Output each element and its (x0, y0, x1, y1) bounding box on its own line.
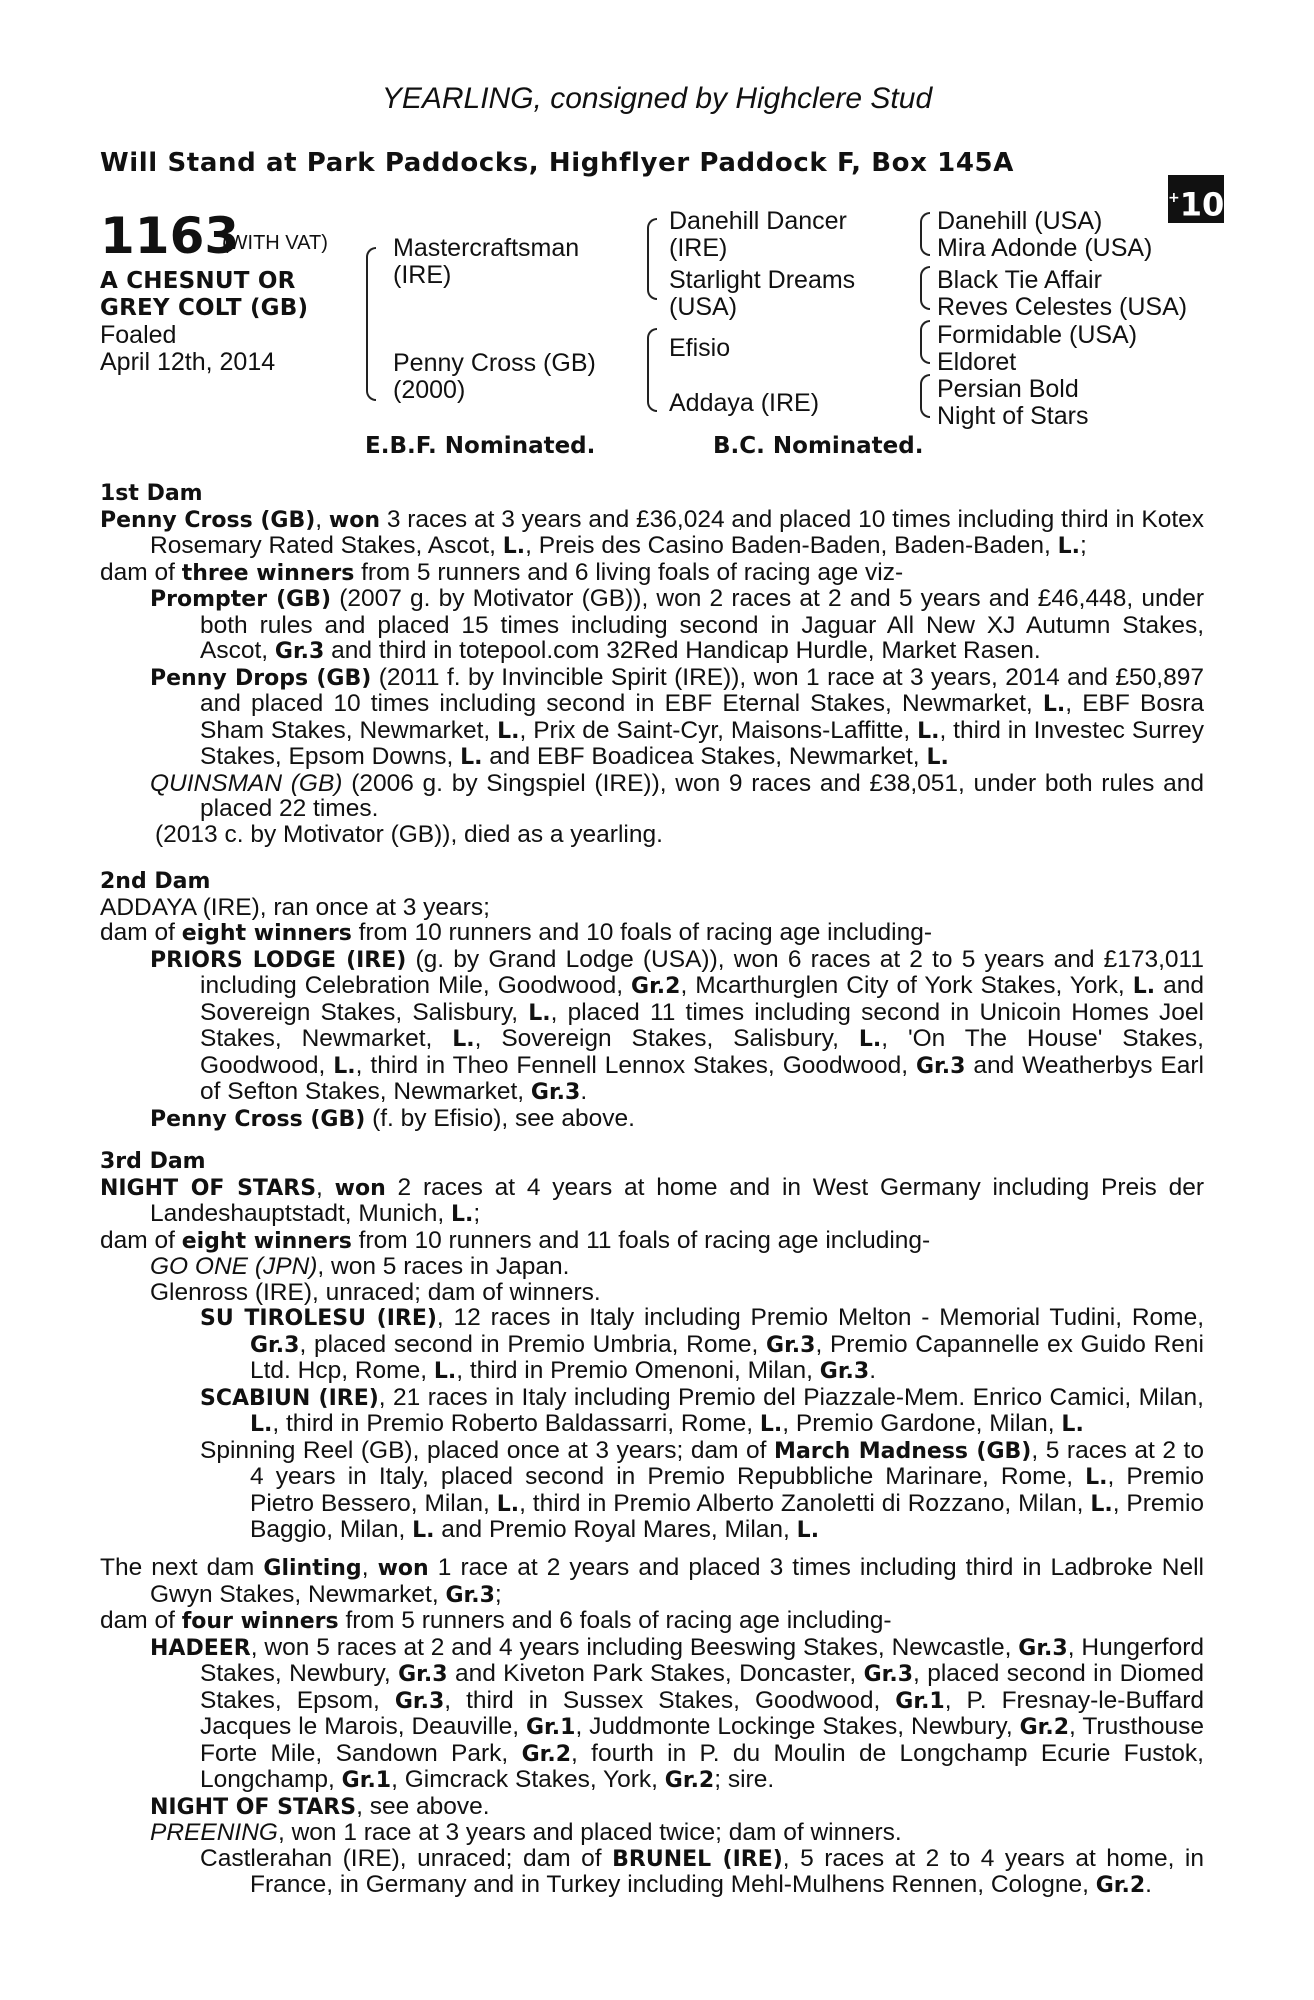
third-dam-record: 2 races at 4 years at home and in West Germany including Preis der Landeshauptstadt, Munich, (150, 1173, 1204, 1227)
ggs-brace-2 (920, 266, 930, 310)
grade-label: L. (917, 718, 940, 744)
first-dam-produce-post: from 5 runners and 6 living foals of racing age viz- (361, 558, 904, 586)
stand-location: Will Stand at Park Paddocks, Highflyer Paddock F, Box 145A (100, 148, 1014, 178)
produce-prompter-text-2: and third in totepool.com 32Red Handicap Hurdle, Market Rasen. (331, 637, 1041, 664)
grandproduce-brunel-text: , 5 races at 2 to 4 years at home, in France, in Germany and in Turkey including Mehl-Mulhens Rennen, Cologne, (250, 1844, 1204, 1898)
produce-priors-lodge-text-4: placed 11 times including second in Unicoin Homes Joel Stakes, Newmarket, (200, 998, 1205, 1052)
grandproduce-castlerahan: Castlerahan (IRE), unraced; dam of (200, 1844, 602, 1872)
grade-label: Gr.2 (664, 1768, 715, 1793)
grade-label: Gr.3 (394, 1688, 445, 1714)
produce-penny-drops-text-4: third in Investec Surrey Stakes, Epsom Downs, (200, 716, 1204, 770)
next-dam-record: 1 race at 2 years and placed 3 times including third in Ladbroke Nell Gwyn Stakes, Newmarket, (150, 1554, 1204, 1608)
grade-label: L. (1061, 1412, 1084, 1437)
foaled-label: Foaled (100, 321, 177, 349)
grandproduce-scabiun-text-2: , third in Premio Roberto Baldassarri, Rome, (272, 1410, 754, 1437)
grade-label: Gr.3 (819, 1359, 870, 1384)
produce-penny-cross: Penny Cross (GB) (150, 1106, 366, 1132)
grandproduce-march-madness-text-3: , third in Premio Alberto Zanoletti di Rozzano, Milan, (519, 1489, 1084, 1517)
grade-label: Gr.3 (250, 1332, 300, 1358)
grade-label: Gr.2 (1019, 1715, 1070, 1740)
grade-label: Gr.3 (445, 1582, 495, 1608)
foaled-date: April 12th, 2014 (100, 348, 276, 376)
sire-brace (647, 218, 657, 300)
third-dam-heading: 3rd Dam (100, 1149, 206, 1174)
grade-label: L. (796, 1518, 820, 1543)
grade-label: L. (528, 1000, 551, 1026)
third-dam-produce-count: eight winners (181, 1228, 352, 1254)
produce-hadeer: HADEER (150, 1635, 251, 1661)
great-grandparent-7: Persian Bold (937, 375, 1079, 403)
next-dam-produce-post: from 5 runners and 6 foals of racing age including- (345, 1607, 892, 1634)
page-caption: YEARLING, consigned by Highclere Stud (381, 82, 933, 115)
produce-preening: PREENING (150, 1819, 278, 1846)
produce-hadeer-text-7: , Juddmonte Lockinge Stakes, Newbury, (575, 1713, 1013, 1740)
produce-hadeer-text-6: , P. Fresnay-le-Buffard Jacques le Marois, Deauville, (200, 1686, 1205, 1740)
grandsire-1-origin: (IRE) (669, 234, 728, 262)
dam-brace (647, 328, 657, 412)
produce-quinsman: QUINSMAN (GB) (150, 769, 343, 797)
ggs-brace-1 (920, 212, 930, 256)
grade-label: L. (1090, 1491, 1113, 1517)
produce-penny-drops-text-2: EBF Bosra Sham Stakes, Newmarket, (200, 690, 1204, 744)
grade-label: L. (412, 1518, 435, 1543)
produce-hadeer-text: , won 5 races at 2 and 4 years including Beeswing Stakes, Newcastle, (250, 1633, 1012, 1661)
produce-hadeer-text-8: , Trusthouse Forte Mile, Sandown Park, (200, 1713, 1204, 1767)
grade-label: L. (1132, 974, 1156, 999)
grade-label: Gr.1 (341, 1768, 392, 1793)
produce-quinsman-text: (2006 g. by Singspiel (IRE)), won 9 races and £38,051, under both rules and placed 22 times. (200, 769, 1205, 822)
next-dam-name: Glinting (263, 1556, 362, 1581)
great-grandparent-6: Eldoret (937, 348, 1017, 376)
produce-2013-colt: (2013 c. by Motivator (GB)), died as a yearling. (155, 820, 663, 848)
grandproduce-su-tirolesu-text-3: , Premio Capannelle ex Guido Reni Ltd. Hcp, Rome, (250, 1330, 1205, 1384)
produce-hadeer-text-4: , placed second in Diomed Stakes, Epsom, (200, 1660, 1205, 1714)
grade-label: Gr.3 (530, 1080, 581, 1105)
grade-label: Gr.1 (895, 1688, 945, 1714)
grade-label: L. (926, 745, 949, 770)
lot-description-1: A CHESNUT OR (100, 268, 296, 294)
produce-penny-drops-text-3: Prix de Saint-Cyr, Maisons-Laffitte, (533, 716, 911, 744)
grade-label: Gr.3 (274, 639, 325, 664)
dam-name: Penny Cross (GB) (393, 349, 596, 377)
produce-priors-lodge-text-6: 'On The House' Stakes, Goodwood, (200, 1025, 1204, 1079)
great-grandparent-1: Danehill (USA) (937, 207, 1103, 235)
produce-go-one-text: , won 5 races in Japan. (317, 1253, 570, 1280)
produce-penny-drops-text-5: and EBF Boadicea Stakes, Newmarket, (489, 743, 920, 770)
third-dam-won: won (334, 1175, 386, 1201)
grandproduce-su-tirolesu-text-4: , third in Premio Omenoni, Milan, (456, 1357, 813, 1384)
grade-label: L. (858, 1027, 882, 1052)
produce-preening-text: , won 1 race at 3 years and placed twice; dam of winners. (277, 1819, 902, 1846)
first-dam-record: 3 races at 3 years and £36,024 and placed 10 times including third in Kotex Rosemary Rated Stakes, Ascot, (150, 505, 1204, 559)
grandproduce-su-tirolesu-text: , 12 races in Italy including Premio Melton - Memorial Tudini, Rome, (436, 1304, 1205, 1331)
produce-prompter: Prompter (GB) (150, 587, 332, 612)
grandproduce-su-tirolesu: SU TIROLESU (IRE) (200, 1306, 437, 1331)
third-dam-name: NIGHT OF STARS (100, 1175, 317, 1201)
produce-prompter-text: (2007 g. by Motivator (GB)), won 2 races at 2 and 5 years and £46,448, under both rules and placed 15 times including second in Jaguar All New XJ Autumn Stakes, Ascot, (200, 585, 1204, 664)
first-dam-record-2: Preis des Casino Baden-Baden, Baden-Baden, (538, 532, 1051, 559)
produce-hadeer-text-9: , fourth in P. du Moulin de Longchamp Ecurie Fustok, Longchamp, (200, 1739, 1204, 1793)
grandproduce-scabiun-text: , 21 races in Italy including Premio del Piazzale-Mem. Enrico Camici, Milan, (378, 1383, 1204, 1411)
produce-hadeer-text-2: Hungerford Stakes, Newbury, (200, 1633, 1204, 1687)
second-dam-record: ADDAYA (IRE), ran once at 3 years; (100, 893, 490, 921)
grade-label: Gr.3 (1018, 1635, 1068, 1661)
second-dam-section: 2nd Dam ADDAYA (IRE), ran once at 3 years; dam of eight winners from 10 runners and 10 foals of racing age including- PRIORS LODGE (IRE) (g. by Grand Lodge (USA)), won 6 races at 2 to 5 years and £173,011 including Celebration Mile, Goodwood, Gr.2, Mcarthurglen City of York Stakes, York, L. and Sovereign Stakes, Salisbury, L., placed 11 times including second in Unicoin Homes Joel Stakes, Newmarket, L., Sovereign Stakes, Salisbury, L., 'On The House' Stakes, Goodwood, L., third in Theo Fennell Lennox Stakes, Goodwood, Gr.3 and Weatherbys Earl of Sefton Stakes, Newmarket, Gr.3. Penny Cross (GB) (f. by Efisio), see above. (100, 869, 1205, 1132)
grade-label: Gr.2 (631, 974, 681, 999)
granddam-1-origin: (USA) (669, 293, 738, 321)
produce-hadeer-text-11: ; sire. (714, 1766, 775, 1793)
grade-label: L. (759, 1412, 783, 1437)
grandsire-2: Efisio (669, 334, 731, 362)
first-dam-produce-pre: dam of (100, 558, 175, 586)
first-dam-produce-count: three winners (181, 560, 355, 586)
granddam-1: Starlight Dreams (669, 266, 856, 294)
third-dam-produce-pre: dam of (100, 1226, 175, 1254)
produce-glenross: Glenross (IRE), unraced; dam of winners. (150, 1278, 601, 1306)
grandproduce-march-madness: March Madness (GB) (774, 1438, 1032, 1464)
grade-label: Gr.3 (766, 1332, 816, 1358)
grandproduce-march-madness-text-5: and Premio Royal Mares, Milan, (441, 1516, 790, 1543)
grade-label: L. (250, 1412, 273, 1437)
ggs-brace-4 (920, 374, 930, 418)
produce-penny-drops: Penny Drops (GB) (150, 665, 372, 691)
grade-label: Gr.3 (398, 1662, 448, 1687)
dam-year: (2000) (393, 376, 466, 404)
first-dam-section: 1st Dam Penny Cross (GB), won 3 races at 3 years and £36,024 and placed 10 times including third in Kotex Rosemary Rated Stakes, Ascot, L., Preis des Casino Baden-Baden, Baden-Baden, L.; dam of three winners from 5 runners and 6 living foals of racing age viz- Prompter (GB) (2007 g. by Motivator (GB)), won 2 races at 2 and 5 years and £46,448, under both rules and placed 15 times including second in Jaguar All New XJ Autumn Stakes, Ascot, Gr.3 and third in totepool.com 32Red Handicap Hurdle, Market Rasen. Penny Drops (GB) (2011 f. by Invincible Spirit (IRE)), won 1 race at 3 years, 2014 and £50,897 and placed 10 times including second in EBF Eternal Stakes, Newmarket, L., EBF Bosra Sham Stakes, Newmarket, L., Prix de Saint-Cyr, Maisons-Laffitte, L., third in Investec Surrey Stakes, Epsom Downs, L. and EBF Boadicea Stakes, Newmarket, L. QUINSMAN (GB) (2006 g. by Singspiel (IRE)), won 9 races and £38,051, under both rules and placed 22 times. (2013 c. by Motivator (GB)), died as a yearling. (100, 481, 1205, 848)
grandproduce-march-madness-text-4: , Premio Baggio, Milan, (250, 1489, 1205, 1543)
second-dam-heading: 2nd Dam (100, 869, 211, 894)
grandproduce-su-tirolesu-text-2: , placed second in Premio Umbria, Rome, (299, 1330, 759, 1358)
grade-label: L. (451, 1202, 474, 1227)
next-dam-won: won (377, 1556, 429, 1581)
grade-label: L. (452, 1027, 475, 1052)
grade-label: Gr.1 (526, 1715, 576, 1740)
badge-mark: + (1168, 190, 1180, 206)
lot-description-2: GREY COLT (GB) (100, 295, 309, 321)
next-dam-produce-pre: dam of (100, 1607, 175, 1634)
produce-priors-lodge-text-7: third in Theo Fennell Lennox Stakes, Goodwood, (370, 1051, 909, 1079)
grade-label: L. (433, 1359, 457, 1384)
grade-label: L. (1085, 1465, 1108, 1490)
grade-label: L. (460, 745, 483, 770)
produce-night-of-stars: NIGHT OF STARS (150, 1794, 357, 1820)
grade-label: L. (333, 1053, 356, 1079)
grade-label: Gr.3 (915, 1053, 966, 1079)
ggs-brace-3 (920, 320, 930, 364)
grade-label: L. (502, 534, 526, 559)
next-dam-produce-count: four winners (181, 1609, 339, 1634)
great-grandparent-8: Night of Stars (937, 402, 1089, 430)
sire-name: Mastercraftsman (393, 234, 580, 262)
first-dam-won: won (328, 507, 380, 533)
third-dam-section: 3rd Dam NIGHT OF STARS, won 2 races at 4 years at home and in West Germany including Preis der Landeshauptstadt, Munich, L.; dam of eight winners from 10 runners and 11 foals of racing age including- GO ONE (JPN), won 5 races in Japan. Glenross (IRE), unraced; dam of winners. SU TIROLESU (IRE), 12 races in Italy including Premio Melton - Memorial Tudini, Rome, Gr.3, placed second in Premio Umbria, Rome, Gr.3, Premio Capannelle ex Guido Reni Ltd. Hcp, Rome, L., third in Premio Omenoni, Milan, Gr.3. SCABIUN (IRE), 21 races in Italy including Premio del Piazzale-Mem. Enrico Camici, Milan, L., third in Premio Roberto Baldassarri, Rome, L., Premio Gardone, Milan, L. Spinning Reel (GB), placed once at 3 years; dam of March Madness (GB), 5 races at 2 to 4 years in Italy, placed second in Premio Repubbliche Marinare, Rome, L., Premio Pietro Bessero, Milan, L., third in Premio Alberto Zanoletti di Rozzano, Milan, L., Premio Baggio, Milan, L. and Premio Royal Mares, Milan, L. (100, 1149, 1205, 1543)
grandproduce-scabiun-text-3: , Premio Gardone, Milan, (782, 1410, 1055, 1437)
produce-hadeer-text-3: and Kiveton Park Stakes, Doncaster, (454, 1660, 857, 1687)
bc-nominated: B.C. Nominated. (713, 433, 924, 459)
badge-number: 10 (1179, 185, 1225, 224)
grade-label: L. (1057, 534, 1081, 559)
grandproduce-scabiun: SCABIUN (IRE) (200, 1385, 379, 1411)
great-grandparent-2: Mira Adonde (USA) (937, 234, 1153, 262)
next-dam-intro: The next dam (100, 1554, 255, 1581)
grade-label: Gr.2 (521, 1741, 572, 1767)
great-grandparent-3: Black Tie Affair (937, 266, 1102, 294)
great-grandparent-4: Reves Celestes (USA) (937, 293, 1188, 321)
sire-origin: (IRE) (393, 261, 452, 289)
first-dam-name: Penny Cross (GB) (100, 507, 316, 533)
produce-night-of-stars-text: , see above. (356, 1792, 490, 1820)
grade-label: L. (1042, 692, 1066, 717)
first-dam-heading: 1st Dam (100, 481, 203, 506)
second-dam-produce-count: eight winners (181, 921, 352, 946)
produce-priors-lodge-text: (g. by Grand Lodge (USA)), won 6 races at 2 to 5 years and £173,011 including Celebration Mile, Goodwood, (200, 945, 1204, 999)
lot-number: 1163 (100, 207, 240, 265)
grade-label: L. (497, 718, 520, 744)
produce-penny-drops-text: (2011 f. by Invincible Spirit (IRE)), won 1 race at 3 years, 2014 and £50,897 and placed 10 times including second in EBF Eternal Stakes, Newmarket, (200, 663, 1204, 717)
produce-go-one: GO ONE (JPN) (150, 1253, 318, 1280)
produce-hadeer-text-10: , Gimcrack Stakes, York, (391, 1766, 658, 1793)
granddam-2: Addaya (IRE) (669, 389, 820, 417)
grandproduce-brunel: BRUNEL (IRE) (612, 1846, 783, 1872)
produce-priors-lodge-text-2: Mcarthurglen City of York Stakes, York, (695, 972, 1125, 999)
grandproduce-march-madness-text-2: , Premio Pietro Bessero, Milan, (250, 1463, 1204, 1517)
grandproduce-spinning-reel: Spinning Reel (GB), placed once at 3 years; dam of (200, 1436, 767, 1464)
great-grandparent-5: Formidable (USA) (937, 321, 1138, 349)
ebf-nominated: E.B.F. Nominated. (365, 433, 596, 459)
second-dam-produce-pre: dam of (100, 919, 175, 946)
grade-label: Gr.3 (863, 1662, 914, 1687)
next-dam-section: The next dam Glinting, won 1 race at 2 years and placed 3 times including third in Ladbroke Nell Gwyn Stakes, Newmarket, Gr.3; dam of four winners from 5 runners and 6 foals of racing age including- HADEER, won 5 races at 2 and 4 years including Beeswing Stakes, Newcastle, Gr.3, Hungerford Stakes, Newbury, Gr.3 and Kiveton Park Stakes, Doncaster, Gr.3, placed second in Diomed Stakes, Epsom, Gr.3, third in Sussex Stakes, Goodwood, Gr.1, P. Fresnay-le-Buffard Jacques le Marois, Deauville, Gr.1, Juddmonte Lockinge Stakes, Newbury, Gr.2, Trusthouse Forte Mile, Sandown Park, Gr.2, fourth in P. du Moulin de Longchamp Ecurie Fustok, Longchamp, Gr.1, Gimcrack Stakes, York, Gr.2; sire. NIGHT OF STARS, see above. PREENING, won 1 race at 3 years and placed twice; dam of winners. Castlerahan (IRE), unraced; dam of BRUNEL (IRE), 5 races at 2 to 4 years at home, in France, in Germany and in Turkey including Mehl-Mulhens Rennen, Cologne, Gr.2. (100, 1554, 1205, 1898)
produce-priors-lodge-text-8: and Weatherbys Earl of Sefton Stakes, Newmarket, (200, 1051, 1204, 1105)
second-dam-produce-post: from 10 runners and 10 foals of racing age including- (358, 919, 933, 946)
grade-label: L. (496, 1491, 520, 1517)
sire-dam-brace (366, 247, 376, 401)
produce-priors-lodge-text-5: Sovereign Stakes, Salisbury, (501, 1025, 839, 1052)
grandproduce-march-madness-text: , 5 races at 2 to 4 years in Italy, placed second in Premio Repubbliche Marinare, Rome, (250, 1436, 1204, 1490)
third-dam-produce-post: from 10 runners and 11 foals of racing age including- (358, 1226, 931, 1254)
book-badge (1168, 175, 1224, 223)
produce-penny-cross-text: (f. by Efisio), see above. (372, 1104, 635, 1132)
vat-label: (WITH VAT) (222, 232, 328, 254)
grade-label: Gr.2 (1095, 1873, 1146, 1898)
grandsire-1: Danehill Dancer (669, 207, 847, 235)
produce-priors-lodge: PRIORS LODGE (IRE) (150, 947, 407, 973)
produce-hadeer-text-5: , third in Sussex Stakes, Goodwood, (444, 1686, 881, 1714)
produce-priors-lodge-text-3: and Sovereign Stakes, Salisbury, (200, 972, 1205, 1026)
